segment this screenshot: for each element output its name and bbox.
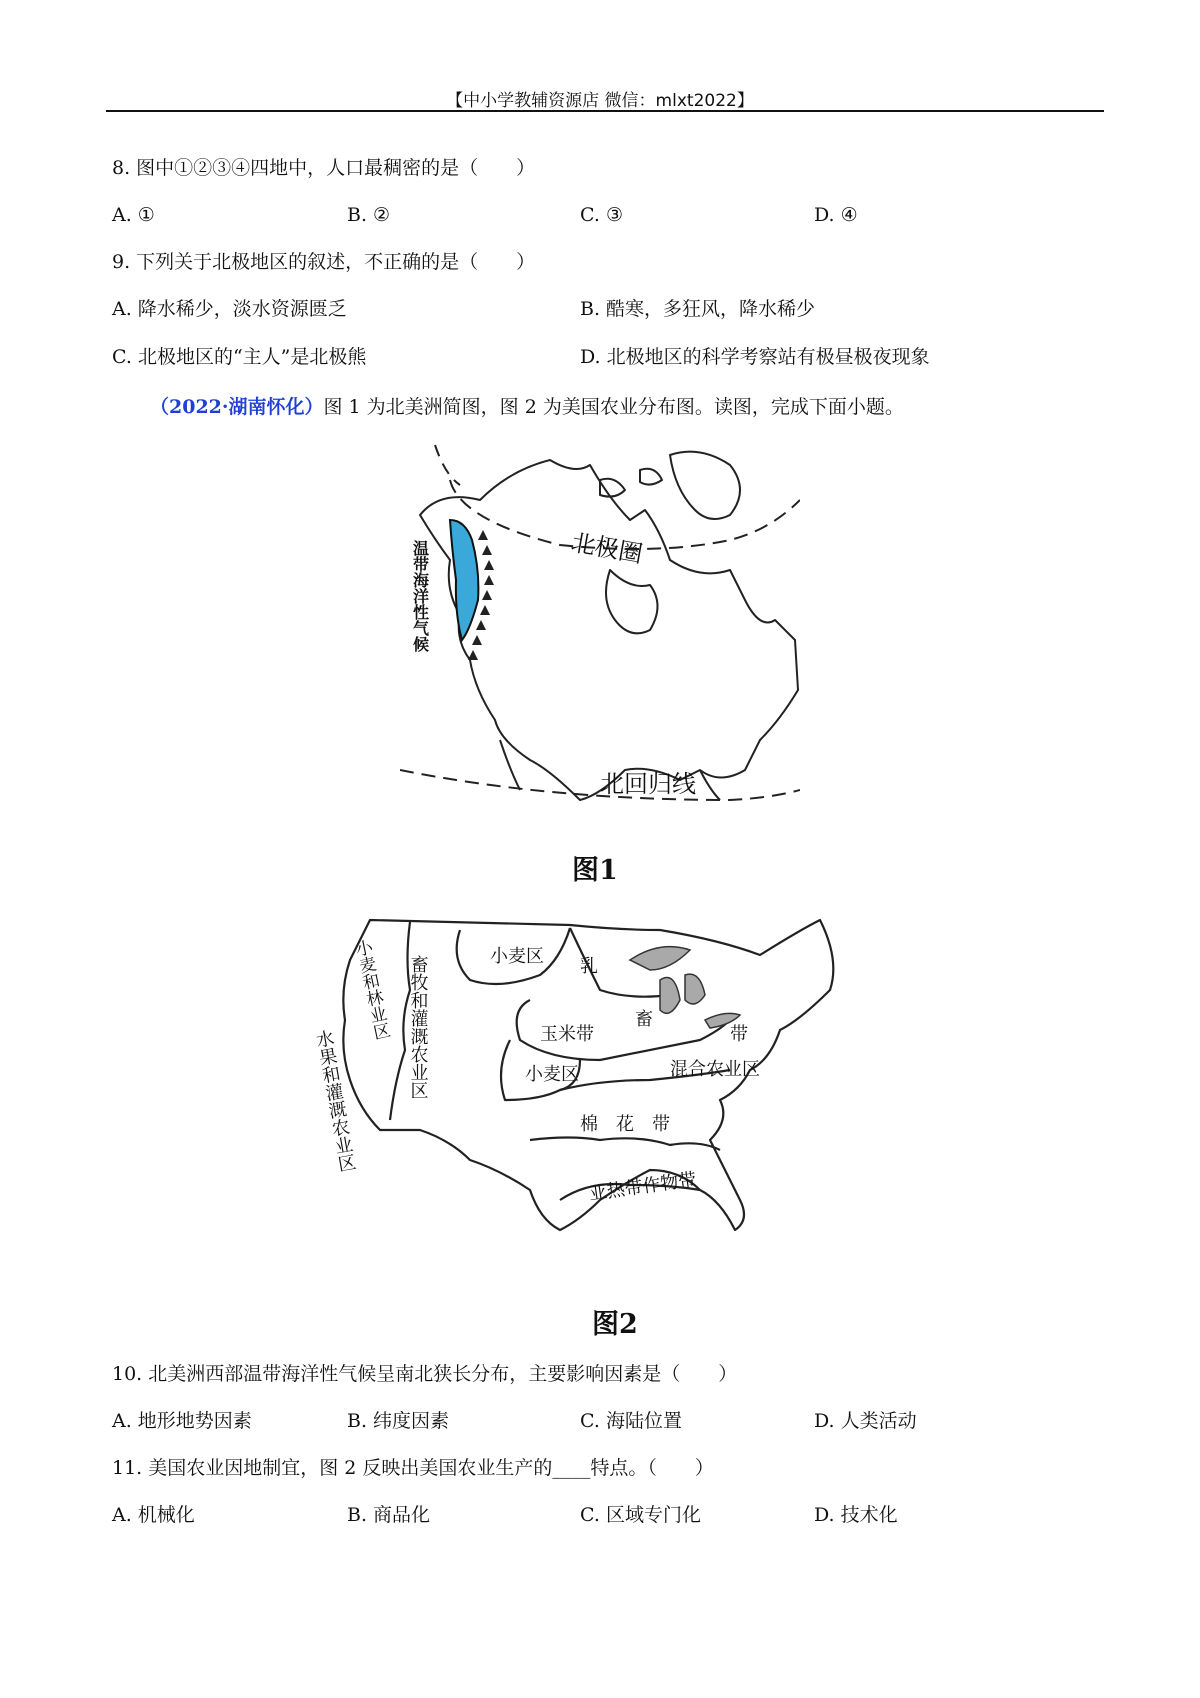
q8-option-b[interactable]: B. ② [347,204,391,226]
label-fruit-irrigation: 水果和灌溉农业区 [311,1028,358,1174]
q9-option-c[interactable]: C. 北极地区的“主人”是北极熊 [112,346,367,368]
q8-option-c[interactable]: C. ③ [580,204,623,226]
figure-1-map [400,440,800,840]
intro-text: 图 1 为北美洲简图，图 2 为美国农业分布图。读图，完成下面小题。 [323,396,904,418]
label-wheat-north: 小麦区 [490,946,544,967]
q9-option-a[interactable]: A. 降水稀少，淡水资源匮乏 [112,298,347,320]
q11-option-a[interactable]: A. 机械化 [112,1504,195,1526]
q10-option-a[interactable]: A. 地形地势因素 [112,1410,252,1432]
climate-zone [450,520,478,640]
q8-option-a[interactable]: A. ① [112,204,155,226]
label-ranching: 畜牧和灌溉农业区 [407,955,429,1099]
q10-option-d[interactable]: D. 人类活动 [814,1410,917,1432]
label-subtropical: 亚热带作物带 [587,1169,698,1205]
figure-1-caption: 图1 [572,855,618,886]
group-intro [150,394,904,420]
label-dairy-2: 畜 [635,1009,653,1030]
greenland-outline [670,452,740,519]
q9-option-d[interactable]: D. 北极地区的科学考察站有极昼极夜现象 [580,346,930,368]
label-dairy-1: 乳 [580,956,598,977]
label-mixed: 混合农业区 [670,1059,760,1080]
boundary-cotton [530,1138,720,1151]
label-wheat-south: 小麦区 [525,1064,579,1085]
label-dairy-3: 带 [730,1024,748,1045]
label-wheat-forest: 小麦和林业区 [350,937,391,1042]
q11-option-c[interactable]: C. 区域专门化 [580,1504,701,1526]
question-9-stem: 9. 下列关于北极地区的叙述，不正确的是（ ） [112,251,536,273]
question-10-stem: 10. 北美洲西部温带海洋性气候呈南北狭长分布，主要影响因素是（ ） [112,1363,738,1385]
q8-option-d[interactable]: D. ④ [814,204,858,226]
figure-2-map [300,900,860,1290]
question-8-stem: 8. 图中①②③④四地中，人口最稠密的是（ ） [112,157,536,179]
page-header: 【中小学教辅资源店 微信：mlxt2022】 [446,91,754,111]
intro-source: （2022·湖南怀化） [150,396,324,418]
q10-option-b[interactable]: B. 纬度因素 [347,1410,450,1432]
q10-option-c[interactable]: C. 海陆位置 [580,1410,682,1432]
q11-option-d[interactable]: D. 技术化 [814,1504,898,1526]
q9-option-b[interactable]: B. 酷寒，多狂风，降水稀少 [580,298,816,320]
figure-2-caption: 图2 [592,1309,638,1340]
q11-option-b[interactable]: B. 商品化 [347,1504,431,1526]
question-11-stem: 11. 美国农业因地制宜，图 2 反映出美国农业生产的____特点。（ ） [112,1457,714,1479]
header-rule [106,110,1104,112]
arctic-circle-label: 北极圈 [568,528,645,569]
climate-label: 温带海洋性气候 [410,540,430,652]
tropic-label: 北回归线 [600,770,696,798]
label-corn: 玉米带 [540,1024,594,1045]
label-cotton: 棉 花 带 [580,1114,670,1135]
